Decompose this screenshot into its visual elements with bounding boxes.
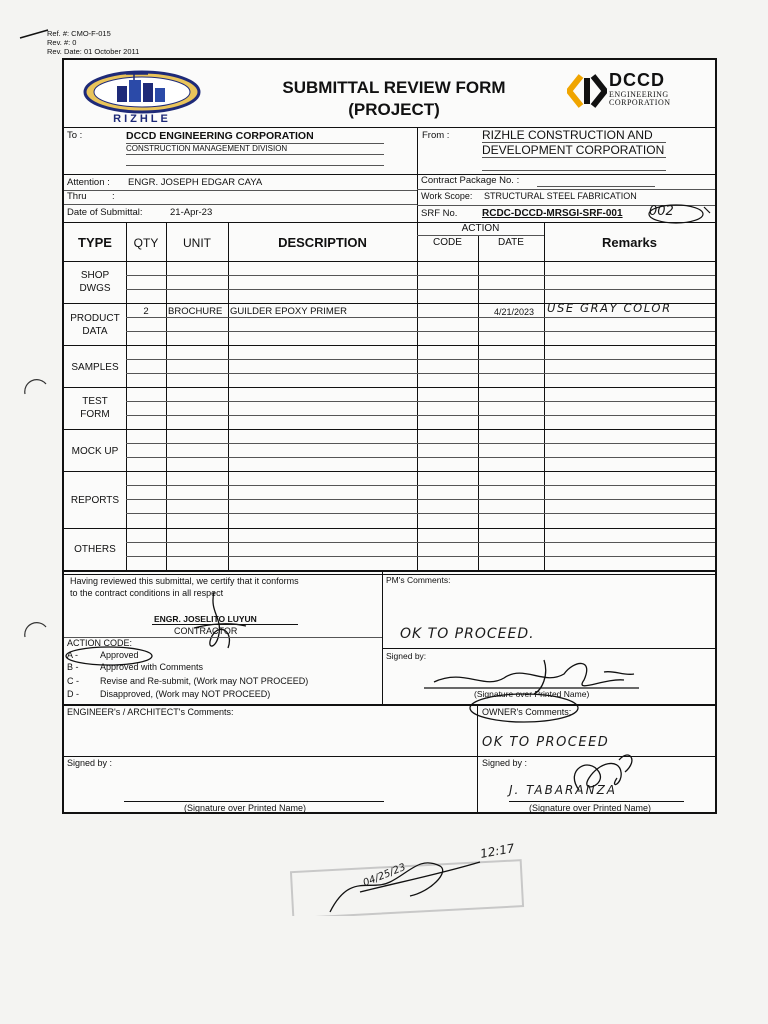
col-qty: QTY xyxy=(133,236,159,250)
entry-description: GUILDER EPOXY PRIMER xyxy=(230,306,348,317)
contractor-title: CONTRACTOR xyxy=(174,626,238,636)
contract-label: Contract Package No. : xyxy=(421,175,520,186)
code-a: A - xyxy=(67,650,79,660)
type-test-form: TEST FORM xyxy=(80,396,110,420)
punch-hole-icon xyxy=(22,619,48,641)
engineer-signature-caption: (Signature over Printed Name) xyxy=(184,803,307,813)
dccd-logo-sub2: CORPORATION xyxy=(609,98,671,107)
pm-comments-handwritten: OK TO PROCEED. xyxy=(400,626,535,642)
code-d: D - xyxy=(67,689,79,699)
ref-number: Ref. #: CMO-F-015 xyxy=(47,29,111,38)
certify-line2: to the contract conditions in all respect xyxy=(70,588,224,598)
rizhle-logo-text: RIZHLE xyxy=(113,113,171,125)
type-shop-dwgs: SHOP DWGS xyxy=(79,270,111,294)
col-date: DATE xyxy=(498,237,524,248)
received-stamp xyxy=(290,841,530,916)
attention-label: Attention : xyxy=(67,177,110,188)
to-label: To : xyxy=(67,130,83,141)
col-code: CODE xyxy=(433,237,462,248)
srf-circle-mark-icon xyxy=(646,201,716,227)
form-title: SUBMITTAL REVIEW FORM xyxy=(282,78,506,97)
type-others: OTHERS xyxy=(74,544,116,555)
from-value-line1: RIZHLE CONSTRUCTION AND xyxy=(482,128,653,142)
engineer-signed-label: Signed by : xyxy=(67,758,113,768)
rizhle-logo xyxy=(82,70,202,124)
stamp-box-icon xyxy=(290,852,530,916)
entry-remarks-handwritten: USE GRAY COLOR xyxy=(547,301,672,315)
submittal-form xyxy=(62,58,717,814)
dccd-logo-sub1: ENGINEERING xyxy=(609,90,669,99)
col-type: TYPE xyxy=(78,235,112,250)
entry-qty: 2 xyxy=(143,306,149,317)
pm-signed-label: Signed by: xyxy=(386,651,427,661)
dccd-logo-name: DCCD xyxy=(609,70,665,90)
col-action: ACTION xyxy=(461,223,500,234)
col-unit: UNIT xyxy=(183,236,211,250)
date-label: Date of Submittal: xyxy=(67,207,143,218)
entry-date: 4/21/2023 xyxy=(494,307,535,317)
stamp-time-handwritten: 12:17 xyxy=(479,841,516,861)
dccd-mark-icon xyxy=(567,72,607,110)
code-c: C - xyxy=(67,676,79,686)
thru-colon: : xyxy=(112,191,115,202)
building-logo-icon xyxy=(82,70,202,114)
stamp-date-handwritten: 04/25/23 xyxy=(361,861,408,890)
contractor-name: ENGR. JOSELITO LUYUN xyxy=(154,614,257,624)
type-reports: REPORTS xyxy=(70,495,120,506)
entry-unit: BROCHURE xyxy=(168,306,223,317)
attention-value: ENGR. JOSEPH EDGAR CAYA xyxy=(128,177,263,188)
col-remarks: Remarks xyxy=(602,235,657,250)
punch-hole-icon xyxy=(22,376,48,398)
rev-date: Rev. Date: 01 October 2011 xyxy=(47,47,140,56)
owner-comments-label: OWNER's Comments; xyxy=(482,707,572,717)
srf-value: RCDC-DCCD-MRSGI-SRF-001 xyxy=(482,208,623,219)
code-b-text: Approved with Comments xyxy=(100,662,204,672)
owner-signed-label: Signed by : xyxy=(482,758,528,768)
col-description: DESCRIPTION xyxy=(278,235,367,250)
date-value: 21-Apr-23 xyxy=(170,207,213,218)
from-value-line2: DEVELOPMENT CORPORATION xyxy=(482,143,665,157)
type-mock-up: MOCK UP xyxy=(71,446,119,457)
rev-number: Rev. #: 0 xyxy=(47,38,77,47)
scope-label: Work Scope: xyxy=(421,191,473,201)
certify-line1: Having reviewed this submittal, we certify that it conforms xyxy=(70,576,299,586)
srf-handwritten-number: 002 xyxy=(649,204,674,219)
from-label: From : xyxy=(422,130,450,141)
code-c-text: Revise and Re-submit, (Work may NOT PROCEED) xyxy=(100,676,309,686)
dccd-logo xyxy=(567,72,712,112)
owner-name-handwritten: J. TABARANZA xyxy=(509,783,617,797)
srf-label: SRF No. xyxy=(421,208,458,219)
code-a-text: Approved xyxy=(100,650,139,660)
contractor-signature-icon xyxy=(184,588,254,660)
owner-label-circle-mark-icon xyxy=(466,686,586,726)
type-samples: SAMPLES xyxy=(71,362,119,373)
owner-signature-caption: (Signature over Printed Name) xyxy=(529,803,652,813)
scope-value: STRUCTURAL STEEL FABRICATION xyxy=(484,191,637,201)
code-d-text: Disapproved, (Work may NOT PROCEED) xyxy=(100,689,271,699)
action-code-label: ACTION CODE: xyxy=(67,638,133,648)
type-product-data: PRODUCT DATA xyxy=(70,313,120,337)
owner-comments-handwritten: OK TO PROCEED xyxy=(482,735,610,750)
pm-signature-caption: (Signature over Printed Name) xyxy=(474,689,590,699)
thru-label: Thru xyxy=(67,191,87,202)
form-subtitle: (PROJECT) xyxy=(348,100,440,119)
engineer-comments-label: ENGINEER's / ARCHITECT's Comments: xyxy=(67,707,234,717)
to-division: CONSTRUCTION MANAGEMENT DIVISION xyxy=(126,144,288,153)
to-value: DCCD ENGINEERING CORPORATION xyxy=(126,130,314,142)
code-b: B - xyxy=(67,662,79,672)
pm-comments-label: PM's Comments: xyxy=(386,575,451,585)
